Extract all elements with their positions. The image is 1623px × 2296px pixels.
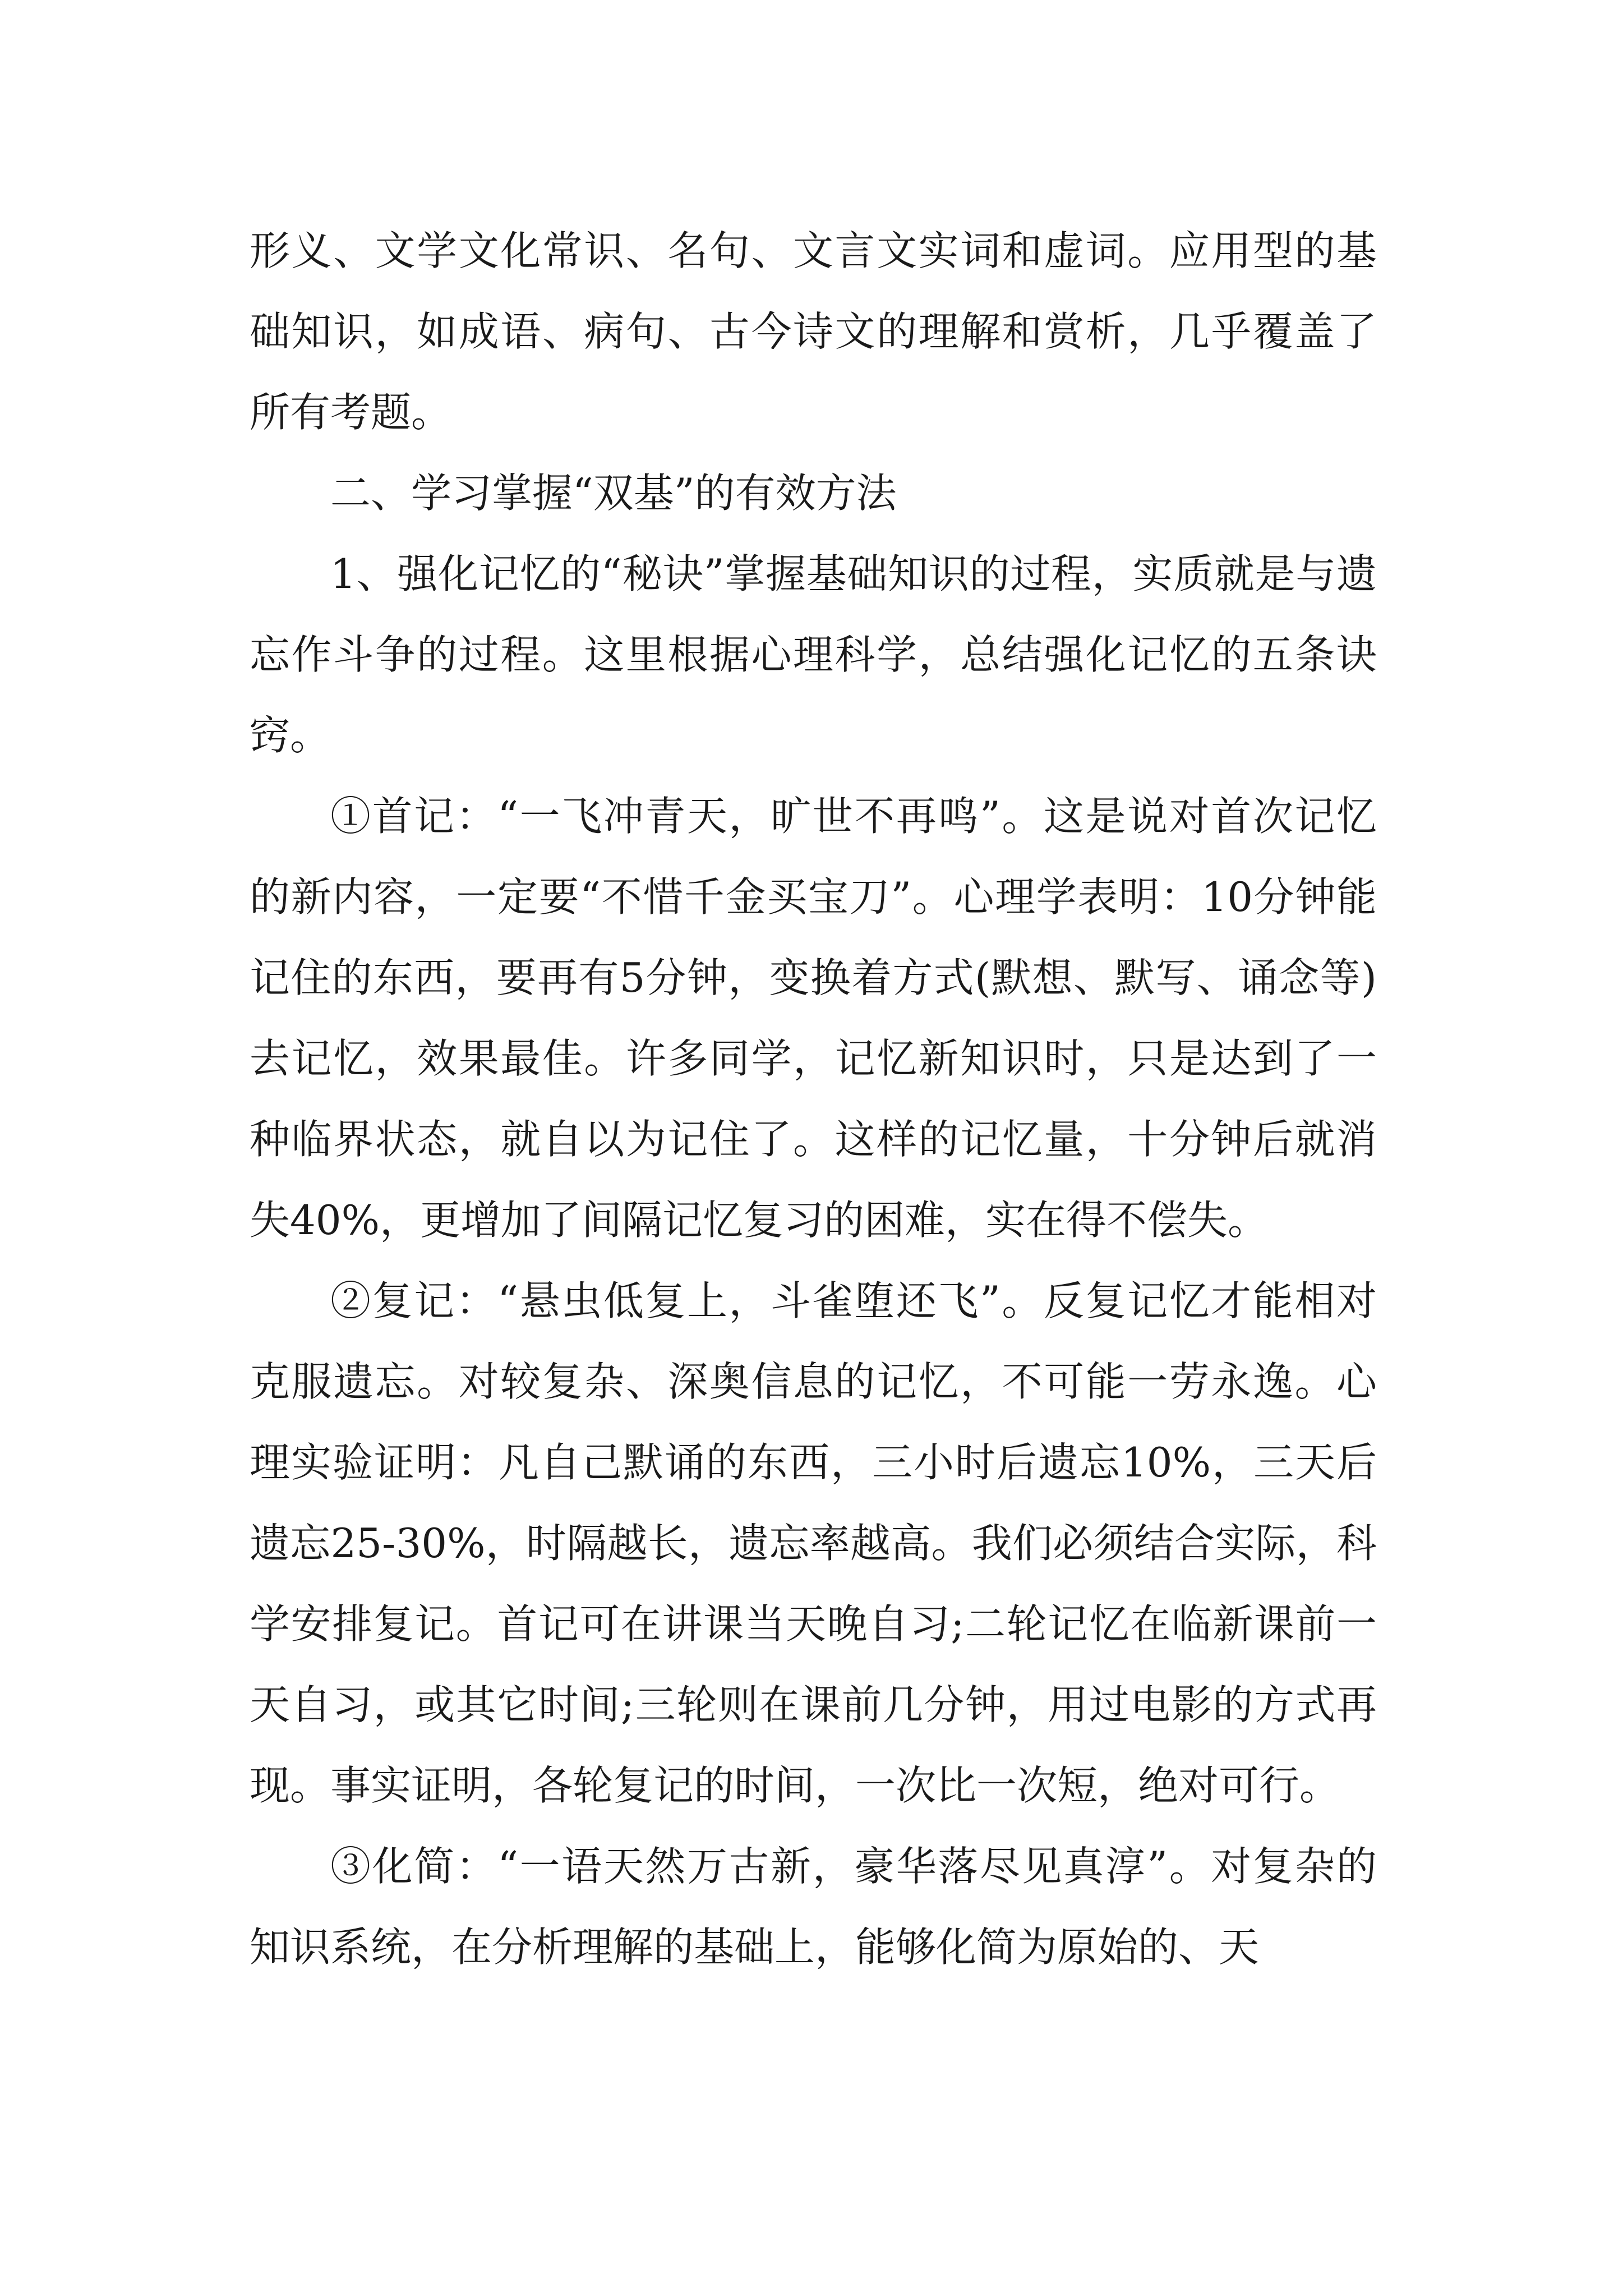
paragraph-continued: 形义、文学文化常识、名句、文言文实词和虚词。应用型的基础知识，如成语、病句、古今诗文的理解和赏析，几乎覆盖了所有考题。 (250, 227, 1377, 436)
paragraph-first-memory: ①首记：“一飞冲青天，旷世不再鸣”。这是说对首次记忆的新内容，一定要“不惜千金买宝刀”。心理学表明：10分钟能记住的东西，要再有5分钟，变换着方式(默想、默写、诵念等)去记忆，效果最佳。许多同学，记忆新知识时，只是达到了一种临界状态，就自以为记住了。这样的记忆量，十分钟后就消失40%，更增加了间隔记忆复习的困难，实在得不偿失。 (250, 793, 1377, 1244)
paragraph-review-memory: ②复记：“悬虫低复上，斗雀堕还飞”。反复记忆才能相对克服遗忘。对较复杂、深奥信息的记忆，不可能一劳永逸。心理实验证明：凡自己默诵的东西，三小时后遗忘10%，三天后遗忘25-30%，时隔越长，遗忘率越高。我们必须结合实际，科学安排复记。首记可在讲课当天晚自习;二轮记忆在临新课前一天自习，或其它时间;三轮则在课前几分钟，用过电影的方式再现。事实证明，各轮复记的时间，一次比一次短，绝对可行。 (250, 1277, 1377, 1809)
body-text (250, 210, 1377, 1987)
paragraph-memory-secret: 1、强化记忆的“秘诀”掌握基础知识的过程，实质就是与遗忘作斗争的过程。这里根据心理科学，总结强化记忆的五条诀窍。 (250, 550, 1377, 759)
paragraph-simplify: ③化简：“一语天然万古新，豪华落尽见真淳”。对复杂的知识系统，在分析理解的基础上，能够化简为原始的、天 (250, 1843, 1377, 1971)
section-heading: 二、学习掌握“双基”的有效方法 (330, 470, 897, 517)
